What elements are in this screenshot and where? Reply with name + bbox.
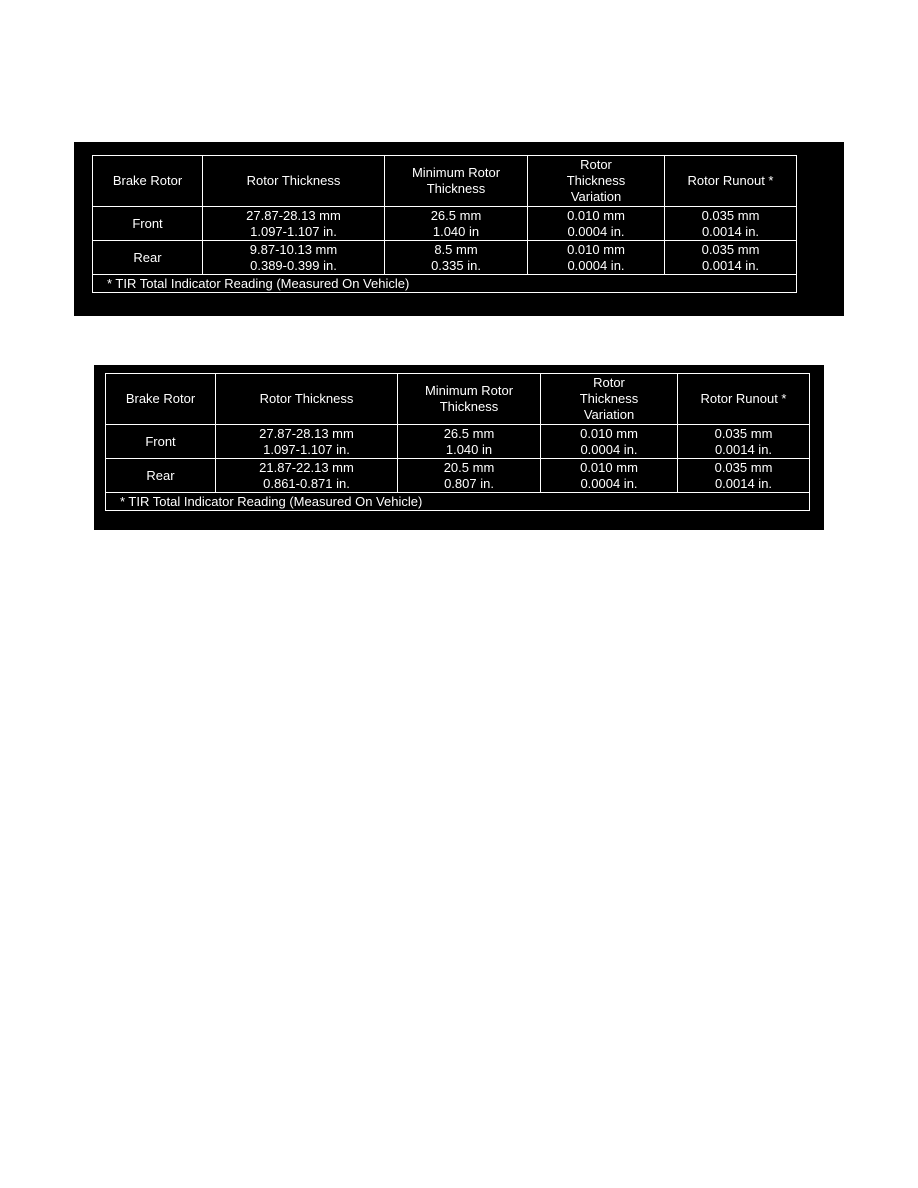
header-rotor-runout: Rotor Runout * [665, 156, 797, 207]
cell-rotor-runout: 0.035 mm 0.0014 in. [678, 425, 810, 459]
cell-rotor-runout: 0.035 mm 0.0014 in. [665, 241, 797, 275]
brake-rotor-spec-panel-2 [94, 365, 824, 530]
cell-minimum-rotor-thickness: 20.5 mm 0.807 in. [398, 459, 541, 493]
cell-rotor-thickness: 9.87-10.13 mm 0.389-0.399 in. [203, 241, 385, 275]
table-footnote-row [93, 275, 797, 293]
header-rotor-thickness: Rotor Thickness [203, 156, 385, 207]
cell-rotor-thickness: 27.87-28.13 mm 1.097-1.107 in. [203, 207, 385, 241]
cell-minimum-rotor-thickness: 8.5 mm 0.335 in. [385, 241, 528, 275]
header-minimum-rotor-thickness: Minimum Rotor Thickness [385, 156, 528, 207]
brake-rotor-spec-table-2 [105, 373, 810, 511]
cell-rotor-runout: 0.035 mm 0.0014 in. [665, 207, 797, 241]
table-row-rear [106, 459, 810, 493]
cell-brake-rotor: Front [93, 207, 203, 241]
cell-rotor-thickness-variation: 0.010 mm 0.0004 in. [528, 207, 665, 241]
table-row-rear [93, 241, 797, 275]
table-header-row [106, 374, 810, 425]
header-rotor-thickness-variation: Rotor Thickness Variation [528, 156, 665, 207]
cell-rotor-thickness-variation: 0.010 mm 0.0004 in. [541, 459, 678, 493]
cell-rotor-thickness-variation: 0.010 mm 0.0004 in. [541, 425, 678, 459]
cell-brake-rotor: Rear [93, 241, 203, 275]
footnote-tir: * TIR Total Indicator Reading (Measured On Vehicle) [106, 493, 810, 511]
brake-rotor-spec-table-1 [92, 155, 797, 293]
cell-rotor-runout: 0.035 mm 0.0014 in. [678, 459, 810, 493]
cell-rotor-thickness: 21.87-22.13 mm 0.861-0.871 in. [216, 459, 398, 493]
cell-minimum-rotor-thickness: 26.5 mm 1.040 in [385, 207, 528, 241]
footnote-tir: * TIR Total Indicator Reading (Measured On Vehicle) [93, 275, 797, 293]
header-minimum-rotor-thickness: Minimum Rotor Thickness [398, 374, 541, 425]
header-rotor-thickness-variation: Rotor Thickness Variation [541, 374, 678, 425]
brake-rotor-spec-panel-1 [74, 142, 844, 316]
cell-rotor-thickness-variation: 0.010 mm 0.0004 in. [528, 241, 665, 275]
header-rotor-runout: Rotor Runout * [678, 374, 810, 425]
cell-brake-rotor: Rear [106, 459, 216, 493]
header-rotor-thickness: Rotor Thickness [216, 374, 398, 425]
table-footnote-row [106, 493, 810, 511]
table-row-front [106, 425, 810, 459]
cell-brake-rotor: Front [106, 425, 216, 459]
table-header-row [93, 156, 797, 207]
cell-minimum-rotor-thickness: 26.5 mm 1.040 in [398, 425, 541, 459]
cell-rotor-thickness: 27.87-28.13 mm 1.097-1.107 in. [216, 425, 398, 459]
header-brake-rotor: Brake Rotor [93, 156, 203, 207]
table-row-front [93, 207, 797, 241]
header-brake-rotor: Brake Rotor [106, 374, 216, 425]
